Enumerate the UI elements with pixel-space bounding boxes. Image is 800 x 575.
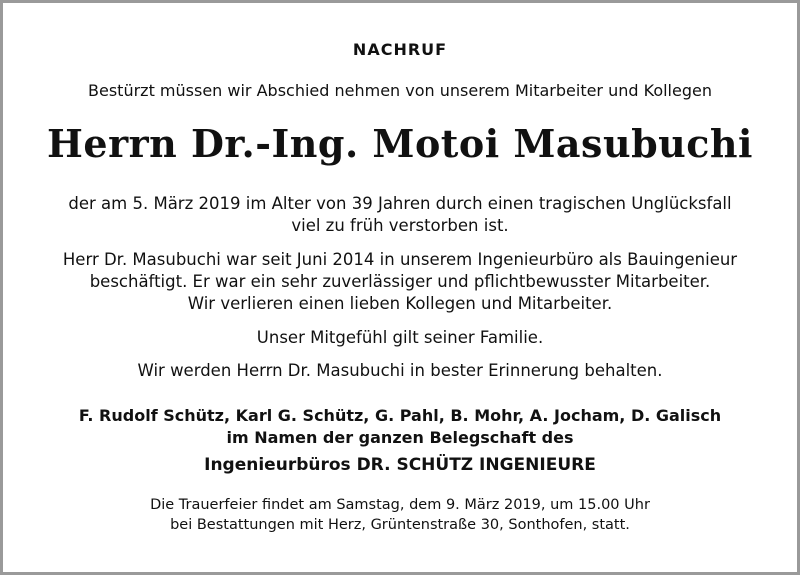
bio-text-line: beschäftigt. Er war ein sehr zuverlässiger und pflichtbewusster Mitarbeiter. [89,272,711,291]
memory-text: Wir werden Herrn Dr. Masubuchi in bester Erinnerung behalten. [137,361,663,380]
funeral-info-line: bei Bestattungen mit Herz, Grüntenstraße 30, Sonthofen, statt. [170,517,630,533]
signatories-line: F. Rudolf Schütz, Karl G. Schütz, G. Pahl, B. Mohr, A. Jocham, D. Galisch [78,406,722,425]
company-name: Ingenieurbüros DR. SCHÜTZ INGENIEURE [204,455,596,475]
death-text-line: der am 5. März 2019 im Alter von 39 Jahren durch einen tragischen Unglücksfall [68,194,732,213]
signatories-line: im Namen der ganzen Belegschaft des [226,428,574,447]
intro-text: Bestürzt müssen wir Abschied nehmen von unserem Mitarbeiter und Kollegen [88,81,712,100]
deceased-name: Herrn Dr.-Ing. Motoi Masubuchi [47,121,753,166]
bio-text-line: Herr Dr. Masubuchi war seit Juni 2014 in unserem Ingenieurbüro als Bauingenieur [62,250,738,269]
notice-heading: NACHRUF [352,40,448,59]
funeral-info-line: Die Trauerfeier findet am Samstag, dem 9. März 2019, um 15.00 Uhr [150,497,650,513]
death-text-line: viel zu früh verstorben ist. [291,216,509,235]
bio-text-line: Wir verlieren einen lieben Kollegen und Mitarbeiter. [187,294,613,313]
sympathy-text: Unser Mitgefühl gilt seiner Familie. [256,328,544,347]
